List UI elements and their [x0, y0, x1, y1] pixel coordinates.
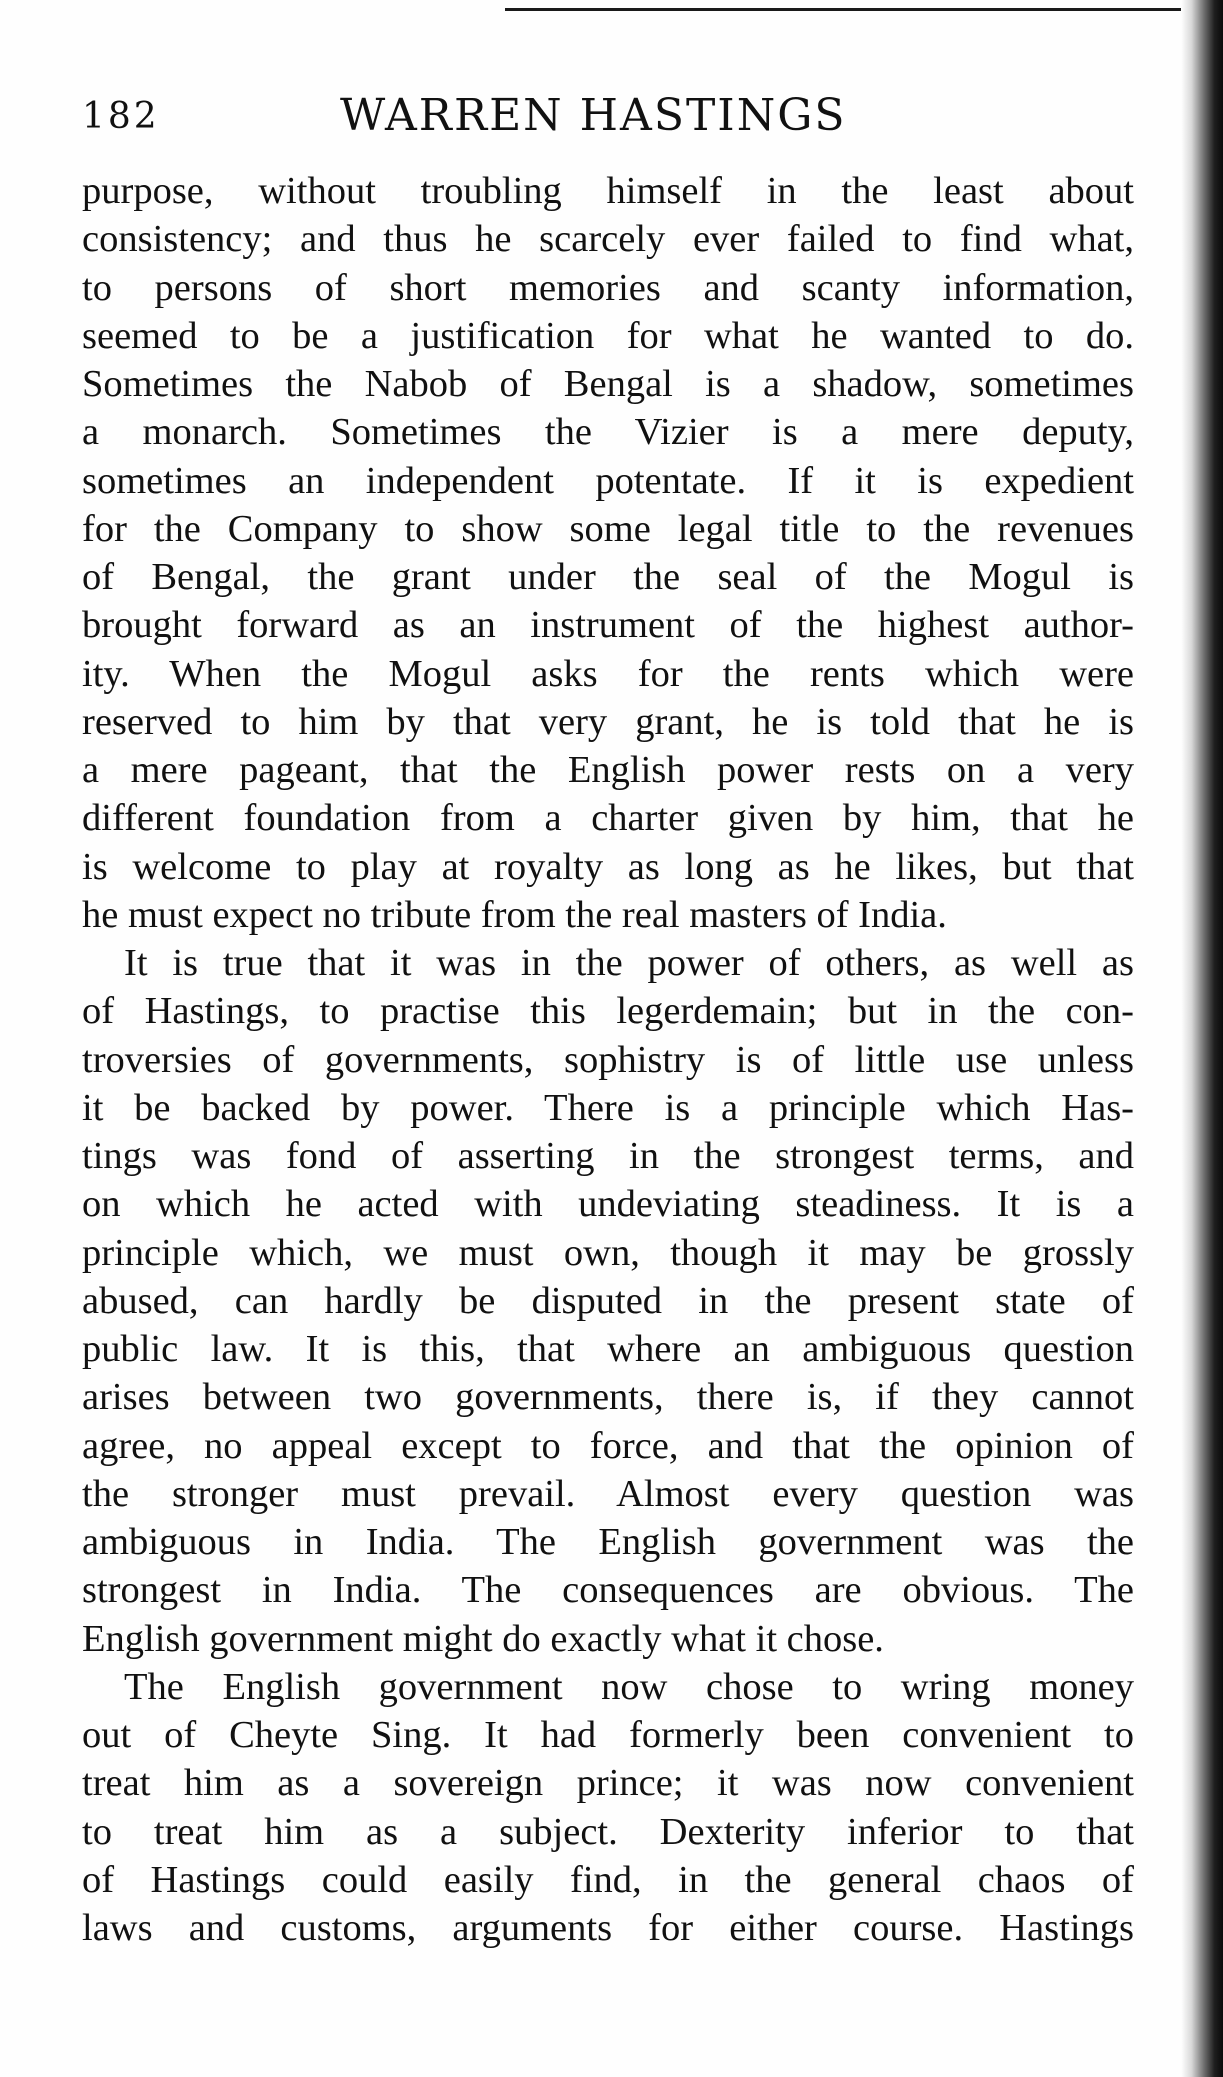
text-line: he must expect no tribute from the real masters of India. [82, 893, 947, 936]
text-line: laws and customs, arguments for either course. Hastings [82, 1907, 1134, 1949]
text-line: The English government now chose to wring money [124, 1665, 1134, 1708]
text-line: principle which, we must own, though it may be grossly [82, 1231, 1134, 1274]
running-head [82, 90, 1132, 150]
text-line: public law. It is this, that where an ambiguous question [82, 1328, 1134, 1370]
paragraph-3 [82, 1663, 1134, 1953]
text-line: treat him as a sovereign prince; it was now convenient [82, 1762, 1134, 1805]
page-number: 182 [82, 96, 160, 137]
text-line: purpose, without troubling himself in the least about [82, 170, 1134, 212]
text-line: different foundation from a charter given by him, that he [82, 797, 1134, 840]
text-line: of Hastings, to practise this legerdemain; but in the con- [82, 990, 1134, 1033]
text-line: brought forward as an instrument of the highest author- [82, 604, 1134, 647]
body-text [82, 167, 1134, 1952]
text-line: a mere pageant, that the English power rests on a very [82, 749, 1134, 791]
text-line: reserved to him by that very grant, he is told that he is [82, 700, 1134, 743]
page-edge-shadow [1181, 0, 1223, 2077]
text-line: to persons of short memories and scanty information, [82, 266, 1134, 309]
paragraph-2 [82, 939, 1134, 1663]
text-line: for the Company to show some legal title to the revenues [82, 507, 1134, 550]
text-line: ambiguous in India. The English government was the [82, 1521, 1134, 1563]
text-line: of Bengal, the grant under the seal of the Mogul is [82, 556, 1134, 598]
text-line: sometimes an independent potentate. If it is expedient [82, 459, 1134, 502]
text-line: Sometimes the Nabob of Bengal is a shadow, sometimes [82, 363, 1134, 405]
book-title: WARREN HASTINGS [340, 90, 847, 141]
text-line: is welcome to play at royalty as long as he likes, but that [82, 845, 1134, 888]
text-line: It is true that it was in the power of others, as well as [124, 942, 1134, 984]
text-line: English government might do exactly what it chose. [82, 1617, 884, 1660]
text-line: agree, no appeal except to force, and that the opinion of [82, 1424, 1134, 1467]
text-line: seemed to be a justification for what he wanted to do. [82, 314, 1134, 357]
text-line: consistency; and thus he scarcely ever failed to find what, [82, 218, 1134, 261]
text-line: strongest in India. The consequences are obvious. The [82, 1569, 1134, 1612]
text-line: troversies of governments, sophistry is of little use unless [82, 1038, 1134, 1081]
text-line: of Hastings could easily find, in the general chaos of [82, 1858, 1134, 1901]
paragraph-1 [82, 167, 1134, 939]
text-line: to treat him as a subject. Dexterity inferior to that [82, 1810, 1134, 1853]
text-line: ity. When the Mogul asks for the rents which were [82, 652, 1134, 695]
text-line: abused, can hardly be disputed in the present state of [82, 1279, 1134, 1322]
text-line: it be backed by power. There is a principle which Has- [82, 1086, 1134, 1129]
text-line: the stronger must prevail. Almost every question was [82, 1472, 1134, 1515]
text-line: out of Cheyte Sing. It had formerly been convenient to [82, 1714, 1134, 1756]
text-line: a monarch. Sometimes the Vizier is a mere deputy, [82, 411, 1134, 454]
text-line: on which he acted with undeviating steadiness. It is a [82, 1183, 1134, 1226]
text-line: tings was fond of asserting in the strongest terms, and [82, 1135, 1134, 1177]
text-line: arises between two governments, there is, if they cannot [82, 1376, 1134, 1419]
top-rule [505, 8, 1195, 11]
